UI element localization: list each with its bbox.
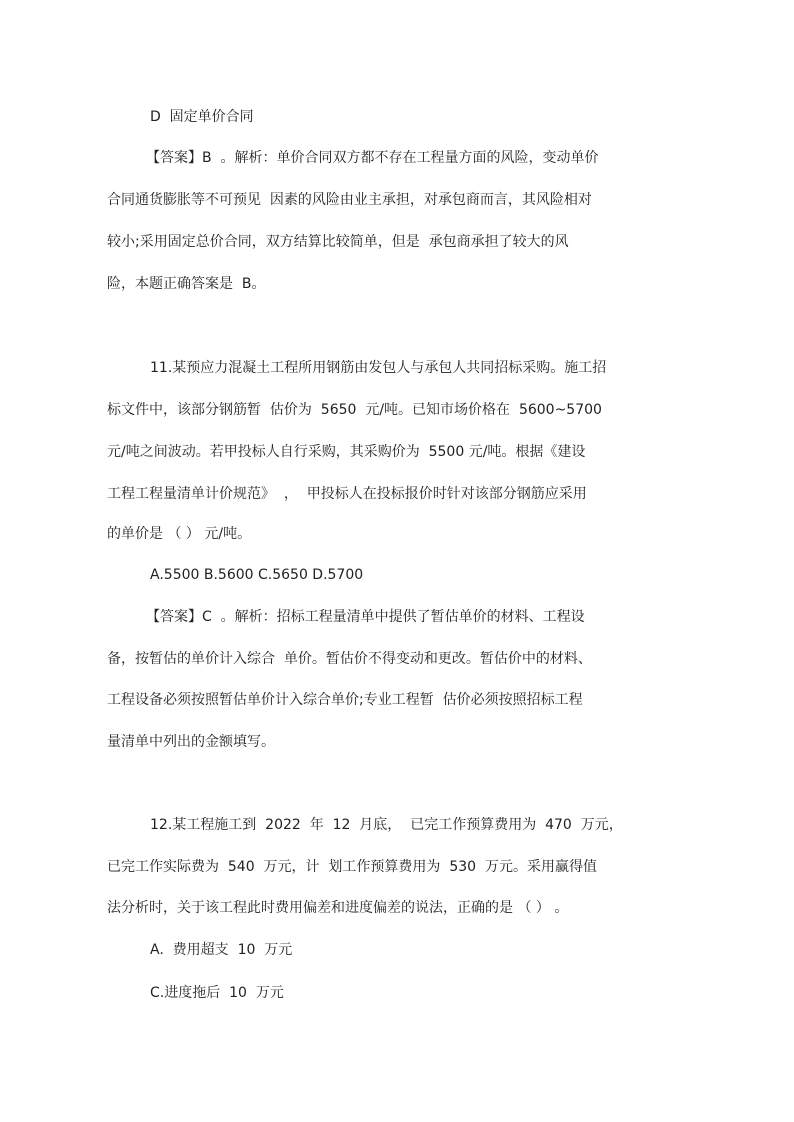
- text-line: 合同通货膨胀等不可预见 因素的风险由业主承担，对承包商而言，其风险相对: [107, 192, 592, 208]
- option-a: A. 费用超支 10 万元: [150, 942, 293, 958]
- answer-paragraph: 【答案】C 。解析：招标工程量清单中提供了暂估单价的材料、工程设: [146, 609, 585, 625]
- options-line: A.5500 B.5600 C.5650 D.5700: [150, 567, 364, 583]
- text-line: 备，按暂估的单价计入综合 单价。暂估价不得变动和更改。暂估价中的材料、: [107, 651, 592, 667]
- text-line: 量清单中列出的金额填写。: [107, 734, 275, 750]
- text-line: 元/吨之间波动。若甲投标人自行采购，其采购价为 5500 元/吨。根据《建设: [107, 444, 586, 460]
- question-12: 12.某工程施工到 2022 年 12 月底， 已完工作预算费用为 470 万元，: [150, 817, 623, 833]
- text-line: 已完工作实际费为 540 万元，计 划工作预算费用为 530 万元。采用赢得值: [107, 859, 597, 875]
- question-11: 11.某预应力混凝土工程所用钢筋由发包人与承包人共同招标采购。施工招: [150, 360, 607, 376]
- option-d: D 固定单价合同: [150, 109, 254, 125]
- text-line: 险，本题正确答案是 B。: [107, 276, 266, 292]
- text-line: 标文件中，该部分钢筋暂 估价为 5650 元/吨。已知市场价格在 5600~5700: [107, 402, 602, 418]
- text-line: 较小;采用固定总价合同，双方结算比较简单，但是 承包商承担了较大的风: [107, 234, 569, 250]
- option-c: C.进度拖后 10 万元: [150, 985, 284, 1001]
- text-line: 工程工程量清单计价规范》 ， 甲投标人在投标报价时针对该部分钢筋应采用: [107, 486, 587, 502]
- text-line: 法分析时，关于该工程此时费用偏差和进度偏差的说法，正确的是 （ ） 。: [107, 900, 569, 916]
- answer-paragraph: 【答案】B 。解析：单价合同双方都不存在工程量方面的风险，变动单价: [146, 150, 599, 166]
- text-line: 的单价是 （ ） 元/吨。: [107, 526, 252, 542]
- text-line: 工程设备必须按照暂估单价计入综合单价;专业工程暂 估价必须按照招标工程: [107, 692, 583, 708]
